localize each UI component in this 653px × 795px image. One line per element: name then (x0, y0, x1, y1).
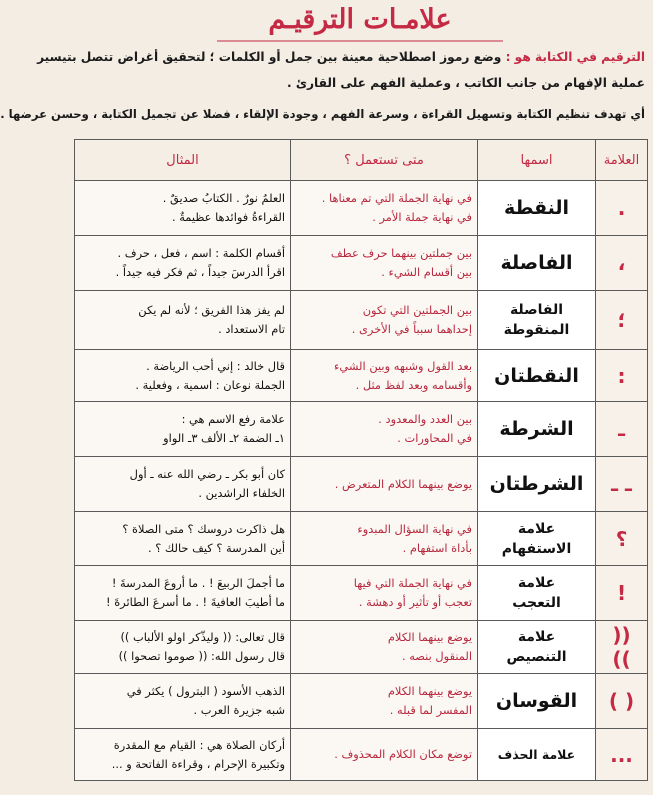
example-line: الخلفاء الراشدين . (198, 486, 285, 500)
usage-line: في نهاية السؤال المبدوء (357, 521, 472, 536)
usage-cell (291, 512, 478, 566)
example-cell (75, 236, 291, 291)
example-line: لم يفز هذا الفريق ؛ لأنه لم يكن (138, 303, 285, 317)
punctuation-symbol: (( )) (596, 621, 648, 674)
punctuation-symbol: ! (596, 566, 648, 621)
punctuation-symbol: ... (596, 729, 648, 781)
usage-cell (291, 236, 478, 291)
usage-cell (291, 402, 478, 457)
usage-line: بأداة استفهام . (402, 540, 472, 555)
example-cell (75, 181, 291, 236)
example-cell (75, 674, 291, 729)
intro-text-1: وضع رموز اصطلاحية معينة بين جمل أو الكلمات ؛ لتحقيق أغراض تتصل بتيسير (37, 50, 502, 64)
usage-line: يوضع بينهما الكلام (387, 684, 472, 698)
punctuation-name-line: الاستفهام (501, 540, 572, 557)
table-row (75, 402, 648, 457)
example-line: تام الاستعداد . (218, 322, 285, 336)
punctuation-name-line: علامة (517, 629, 556, 645)
intro-line-3: أي تهدف تنظيم الكتابة وتسهيل القراءة ، وسرعة الفهم ، وجودة الإلقاء ، فضلا عن تجميل الكتابة ، وحسن عرضها . (0, 107, 645, 121)
usage-line: إحداهما سبباً في الأخرى . (351, 322, 472, 336)
usage-line: المفسر لما قبله . (389, 703, 472, 717)
punctuation-name-line: علامة (517, 520, 556, 537)
example-cell (75, 566, 291, 621)
usage-line: بين الجملتين التي تكون (362, 303, 472, 317)
example-cell (75, 621, 291, 674)
punctuation-name (478, 291, 596, 350)
usage-line: بين أقسام الشيء . (381, 265, 472, 279)
example-line: علامة رفع الاسم هي : (181, 412, 285, 426)
usage-line: بعد القول وشبهه وبين الشيء (334, 358, 472, 373)
usage-cell (291, 566, 478, 621)
usage-cell (291, 674, 478, 729)
punctuation-symbol: ( ) (596, 674, 648, 729)
punctuation-name: الشرطتان (478, 457, 596, 512)
usage-line: في نهاية الجملة التي تم معناها . (321, 191, 472, 205)
punctuation-name: القوسان (478, 674, 596, 729)
usage-line: يوضع بينهما الكلام المتعرض . (334, 476, 472, 491)
usage-line: توضع مكان الكلام المحذوف . (334, 747, 472, 761)
example-line: ما أجملَ الربيعَ ! . ما أروعَ المدرسةَ ! (111, 576, 285, 590)
punctuation-table (74, 139, 648, 781)
example-line: وتكبيرة الإحرام ، وقراءة الفاتحة و ... (111, 756, 285, 771)
table-row (75, 512, 648, 566)
example-cell (75, 512, 291, 566)
intro-highlight: الترقيم في الكتابة هو : (505, 50, 645, 64)
example-line: العلمُ نورٌ . الكتابُ صديقٌ . (162, 191, 285, 205)
table-body (75, 181, 648, 781)
example-line: شبه جزيرة العرب . (193, 703, 285, 717)
table-row (75, 236, 648, 291)
table-row (75, 566, 648, 621)
header-name: اسمها (478, 140, 596, 181)
punctuation-symbol: ؟ (596, 512, 648, 566)
usage-cell (291, 729, 478, 781)
punctuation-name: علامة الحذف (478, 729, 596, 781)
punctuation-symbol: ـ ـ (596, 457, 648, 512)
punctuation-name (478, 621, 596, 674)
header-use: متى تستعمل ؟ (291, 140, 478, 181)
header-example: المثال (75, 140, 291, 181)
example-line: قال رسول الله: (( صوموا تصحوا )) (118, 649, 285, 663)
page-title: علامـات الترقيـم (268, 4, 452, 35)
example-line: كان أبو بكر ـ رضي الله عنه ـ أول (129, 467, 285, 481)
example-cell (75, 350, 291, 402)
usage-line: وأقسامه وبعد لفظ مثل . (355, 377, 472, 392)
example-line: اقرأ الدرسَ جيداً ، ثم فكر فيه جيداً . (115, 265, 285, 279)
example-line: الذهب الأسود ( البترول ) يكثر في (126, 684, 285, 698)
punctuation-symbol: ـ (596, 402, 648, 457)
example-line: هل ذاكرت دروسك ؟ متى الصلاة ؟ (122, 521, 285, 536)
usage-cell (291, 621, 478, 674)
punctuation-name (478, 512, 596, 566)
example-cell (75, 402, 291, 457)
example-line: ما أطيبَ العافيةَ ! . ما أسرعَ الطائرةَ ! (106, 595, 285, 609)
punctuation-name: الفاصلة (478, 236, 596, 291)
header-mark: العلامة (596, 140, 648, 181)
table-row (75, 350, 648, 402)
intro-line-1 (37, 46, 645, 68)
punctuation-name (478, 566, 596, 621)
table-row (75, 457, 648, 512)
punctuation-name: النقطتان (478, 350, 596, 402)
example-line: قال خالد : إني أحب الرياضة . (146, 358, 285, 373)
example-line: أين المدرسة ؟ كيف حالك ؟ . (147, 540, 285, 555)
example-line: القراءةُ فوائدها عظيمةٌ . (171, 210, 285, 224)
punctuation-name: النقطة (478, 181, 596, 236)
usage-line: في نهاية الجملة التي فيها (353, 576, 472, 590)
punctuation-name: الشرطة (478, 402, 596, 457)
table-row (75, 729, 648, 781)
usage-line: يوضع بينهما الكلام (387, 630, 472, 644)
punctuation-symbol: . (596, 181, 648, 236)
usage-line: المنقول بنصه . (401, 649, 472, 663)
table-row (75, 181, 648, 236)
table-row (75, 621, 648, 674)
example-line: ١ـ الضمة ٢ـ الألف ٣ـ الواو (163, 431, 285, 445)
usage-line: بين العدد والمعدود . (378, 412, 472, 426)
title-underline (217, 40, 503, 42)
usage-line: بين جملتين بينهما حرف عطف (330, 246, 472, 260)
table-row (75, 674, 648, 729)
example-cell (75, 729, 291, 781)
usage-cell (291, 181, 478, 236)
example-line: الجملة نوعان : اسمية ، وفعلية . (135, 377, 285, 392)
punctuation-name-line: المنقوطة (503, 322, 570, 338)
punctuation-name-line: الفاصلة (509, 302, 564, 318)
usage-line: تعجب أو تأثير أو دهشة . (358, 595, 472, 609)
usage-line: في المحاورات . (397, 431, 472, 445)
punctuation-symbol: ؛ (596, 291, 648, 350)
usage-cell (291, 291, 478, 350)
punctuation-symbol: ، (596, 236, 648, 291)
example-cell (75, 291, 291, 350)
punctuation-name-line: علامة (517, 575, 556, 591)
punctuation-symbol: : (596, 350, 648, 402)
usage-cell (291, 457, 478, 512)
example-line: أقسام الكلمة : اسم ، فعل ، حرف . (117, 246, 285, 260)
usage-line: في نهاية جملة الأمر . (372, 210, 472, 224)
punctuation-name-line: التعجب (512, 595, 561, 611)
table-header-row (75, 140, 648, 181)
usage-cell (291, 350, 478, 402)
table-row (75, 291, 648, 350)
intro-line-2: عملية الإفهام من جانب الكاتب ، وعملية الفهم على القارئ . (286, 76, 645, 90)
punctuation-name-line: التنصيص (506, 649, 567, 665)
example-line: قال تعالى: (( وليذّكر اولو الألباب )) (120, 630, 285, 644)
example-line: أركان الصلاة هي : القيام مع المقدرة (113, 737, 285, 752)
example-cell (75, 457, 291, 512)
